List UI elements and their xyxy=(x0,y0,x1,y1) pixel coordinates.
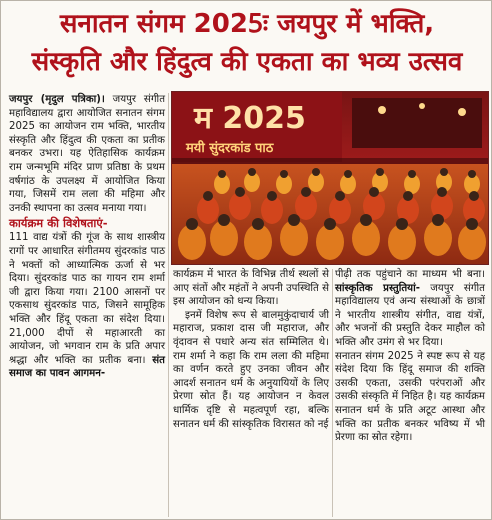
subheading-cultural: सांस्कृतिक प्रस्तुतियां- xyxy=(335,282,420,294)
subheading-saints: संत समाज का पावन आगमन- xyxy=(9,354,165,380)
cultural-paragraph xyxy=(335,268,485,350)
dateline: जयपुर (मृदुल पत्रिका)। xyxy=(9,94,105,105)
saints-detail-paragraph: इनमें विशेष रूप से बालमुकुंदाचार्य जी महाराज, प्रकाश दास जी महाराज, और वृंदावन से पधारे अन्य संत सम्मिलित थे। राम शर्मा ने कहा कि राम लला की महिमा का वर्णन करते हुए उनका जीवन और आदर्श सनातन धर्म के अनुयायियों के लिए प्रेरणा स्रोत हैं। यह आयोजन न केवल धार्मिक दृष्टि से महत्वपूर्ण रहा, बल्कि सनातन धर्म की सांस्कृतिक विरासत को नई xyxy=(173,309,329,430)
intro-paragraph xyxy=(9,93,165,215)
headline-line-2: संस्कृति और हिंदुत्व की एकता का भव्य उत्सव xyxy=(31,47,463,77)
column-divider xyxy=(332,269,333,517)
intro-text: जयपुर संगीत महाविद्यालय द्वारा आयोजित सनातन संगम 2025 का आयोजन राम भक्ति, भारतीय संस्कृति और हिंदुत्व की एकता का प्रतीक बनकर उभरा। यह ऐतिहासिक कार्यक्रम राम जन्मभूमि मंदिर प्राण प्रतिष्ठा के प्रथम वर्षगांठ के उपलक्ष्य में आयोजित किया गया, जिसमें राम लला की महिमा और उनकी स्थापना का उत्सव मनाया गया। xyxy=(9,94,166,214)
event-photo xyxy=(171,91,489,265)
event-photo-image xyxy=(172,92,488,264)
article-column-3 xyxy=(335,268,485,445)
banner-text-year: म 2025 xyxy=(194,101,306,136)
cultural-text: जयपुर संगीत महाविद्यालय एवं अन्य संस्थाओं के छात्रों ने भारतीय शास्त्रीय संगीत, वाद्य यंत्रों, और भजनों की प्रस्तुति देकर माहौल को भक्ति और उमंग से भर दिया। xyxy=(335,282,485,348)
closing-paragraph: सनातन संगम 2025 ने स्पष्ट रूप से यह संदेश दिया कि हिंदू समाज की शक्ति उसकी एकता, उसकी परंपराओं और उसकी संस्कृति में निहित है। यह कार्यक्रम सनातन धर्म के प्रति अटूट आस्था और भक्ति का प्रतीक बनकर भविष्य में भी प्रेरणा का स्रोत रहेगा। xyxy=(335,350,485,444)
features-paragraph xyxy=(9,231,165,381)
saints-paragraph: कार्यक्रम में भारत के विभिन्न तीर्थ स्थलों से आए संतों और महंतों ने अपनी उपस्थिति से इस आयोजन को धन्य किया। xyxy=(173,269,329,308)
features-text: 111 वाद्य यंत्रों की गूंज के साथ शास्त्रीय रागों पर आधारित संगीतमय सुंदरकांड पाठ ने भक्तों को आध्यात्मिक ऊर्जा से भर दिया। सुंदरकांड पाठ का गायन राम शर्मा जी द्वारा किया गया। 2100 आसनों पर एकसाथ सुंदरकांड पाठ, जिसने सामूहिक भक्ति और हिंदू एकता का संदेश दिया। 21,000 दीपों से महाआरती का आयोजन, जो भगवान राम के प्रति अपार श्रद्धा और भक्ति का प्रतीक बना। xyxy=(9,232,165,366)
subheading-features: कार्यक्रम की विशेषताएं- xyxy=(9,216,108,231)
article-headline xyxy=(7,5,487,81)
article-column-1 xyxy=(9,93,165,381)
continuation-text: पीढ़ी तक पहुंचाने का माध्यम भी बना। xyxy=(335,269,485,280)
banner-text-event: मयी सुंदरकांड पाठ xyxy=(186,141,274,156)
headline-line-1: सनातन संगम 2025ः जयपुर में भक्ति, xyxy=(59,9,435,39)
column-divider xyxy=(168,93,169,517)
article-column-2 xyxy=(173,268,329,431)
